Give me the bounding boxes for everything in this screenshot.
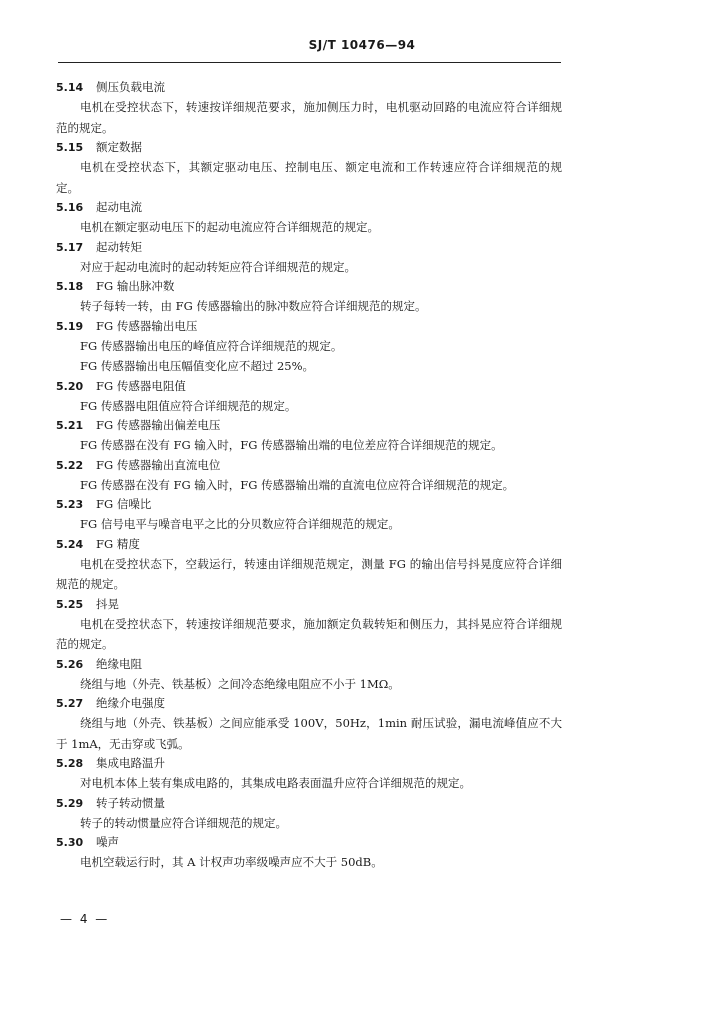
section-paragraph: 对电机本体上装有集成电路的，其集成电路表面温升应符合详细规范的规定。 [80, 776, 471, 790]
section-number: 5.19 [56, 319, 84, 333]
section-title: 绝缘电阻 [96, 656, 142, 671]
section-paragraph: 电机在受控状态下，转速按详细规范要求，施加额定负载转矩和侧压力，其抖晃应符合详细规范的规定。 [56, 616, 562, 651]
section-heading [56, 377, 562, 396]
section-number: 5.24 [56, 537, 84, 551]
section-number: 5.20 [56, 379, 84, 393]
section-heading [56, 535, 562, 554]
section-title: FG 传感器输出电压 [96, 318, 198, 333]
section-5-27 [56, 694, 562, 754]
section-heading [56, 277, 562, 296]
section-title: 抖晃 [96, 596, 119, 611]
section-paragraph: 电机在额定驱动电压下的起动电流应符合详细规范的规定。 [80, 220, 379, 234]
section-title: 集成电路温升 [96, 756, 165, 770]
section-paragraph: FG 传感器电阻值应符合详细规范的规定。 [80, 398, 297, 413]
section-paragraph: 电机在受控状态下，空载运行，转速由详细规范规定，测量 FG 的输出信号抖晃度应符合详细规范的规定。 [56, 556, 562, 591]
section-heading [56, 595, 562, 614]
section-heading [56, 78, 562, 97]
section-number: 5.29 [56, 796, 84, 810]
section-5-16 [56, 198, 562, 238]
section-5-17 [56, 238, 562, 278]
section-heading [56, 238, 562, 257]
section-5-24 [56, 535, 562, 595]
section-heading [56, 456, 562, 475]
standard-code-header: SJ/T 10476—94 [308, 38, 416, 52]
section-title: 噪声 [96, 835, 119, 849]
section-number: 5.15 [56, 141, 84, 154]
section-paragraph: FG 信号电平与噪音电平之比的分贝数应符合详细规范的规定。 [80, 517, 400, 531]
section-heading [56, 833, 562, 852]
section-paragraph: 电机在受控状态下，其额定驱动电压、控制电压、额定电流和工作转速应符合详细规范的规定。 [56, 160, 562, 195]
section-title: 额定数据 [96, 140, 142, 154]
section-5-25 [56, 595, 562, 655]
section-paragraph: 电机在受控状态下，转速按详细规范要求，施加侧压力时，电机驱动回路的电流应符合详细规范的规定。 [56, 100, 562, 135]
section-title: FG 传感器输出直流电位 [96, 457, 221, 472]
section-title: 起动转矩 [96, 239, 142, 254]
section-5-23 [56, 495, 562, 535]
section-title: FG 输出脉冲数 [96, 279, 175, 293]
section-heading [56, 495, 562, 514]
section-paragraph: FG 传感器在没有 FG 输入时，FG 传感器输出端的电位差应符合详细规范的规定。 [80, 438, 503, 452]
section-heading [56, 198, 562, 217]
section-heading [56, 655, 562, 674]
section-title: FG 传感器电阻值 [96, 378, 186, 393]
section-heading [56, 794, 562, 813]
section-5-21 [56, 416, 562, 456]
section-paragraph: 对应于起动电流时的起动转矩应符合详细规范的规定。 [80, 259, 356, 274]
section-5-20 [56, 377, 562, 417]
section-paragraph: FG 传感器在没有 FG 输入时，FG 传感器输出端的直流电位应符合详细规范的规定。 [80, 477, 515, 492]
section-number: 5.27 [56, 697, 84, 710]
section-number: 5.26 [56, 657, 84, 671]
section-paragraph: 转子每转一转，由 FG 传感器输出的脉冲数应符合详细规范的规定。 [80, 299, 427, 313]
section-5-29 [56, 794, 562, 834]
section-5-30 [56, 833, 562, 873]
section-heading [56, 317, 562, 336]
section-number: 5.18 [56, 280, 84, 293]
section-5-26 [56, 655, 562, 695]
section-5-22 [56, 456, 562, 496]
section-title: 起动电流 [96, 200, 142, 214]
header-rule [58, 62, 561, 63]
section-paragraph: 转子的转动惯量应符合详细规范的规定。 [80, 815, 287, 830]
section-heading [56, 138, 562, 157]
page-number: — 4 — [60, 912, 110, 926]
section-heading [56, 694, 562, 713]
section-heading [56, 416, 562, 435]
section-number: 5.28 [56, 757, 84, 770]
section-title: 绝缘介电强度 [96, 696, 165, 710]
section-title: FG 精度 [96, 536, 140, 551]
section-5-28 [56, 754, 562, 794]
section-title: FG 信噪比 [96, 497, 152, 511]
section-title: FG 传感器输出偏差电压 [96, 418, 221, 432]
section-number: 5.14 [56, 81, 84, 94]
section-number: 5.30 [56, 836, 84, 849]
section-5-18 [56, 277, 562, 317]
section-number: 5.25 [56, 597, 84, 611]
section-number: 5.17 [56, 240, 84, 254]
section-paragraph: 绕组与地（外壳、铁基板）之间应能承受 100V，50Hz，1min 耐压试验，漏电流峰值应不大于 1mA，无击穿或飞弧。 [56, 716, 562, 751]
section-5-14 [56, 78, 562, 138]
section-paragraph: 绕组与地（外壳、铁基板）之间冷态绝缘电阻应不小于 1MΩ。 [80, 676, 400, 691]
section-paragraph: 电机空载运行时，其 A 计权声功率级噪声应不大于 50dB。 [80, 855, 383, 869]
section-5-15 [56, 138, 562, 198]
section-number: 5.22 [56, 458, 84, 472]
section-paragraph: FG 传感器输出电压的峰值应符合详细规范的规定。 [80, 338, 343, 353]
section-number: 5.16 [56, 201, 84, 214]
section-title: 转子转动惯量 [96, 795, 165, 810]
document-body [56, 78, 562, 873]
section-heading [56, 754, 562, 773]
section-title: 侧压负载电流 [96, 80, 165, 94]
section-number: 5.23 [56, 498, 84, 511]
section-number: 5.21 [56, 419, 84, 432]
section-paragraph: FG 传感器输出电压幅值变化应不超过 25%。 [80, 359, 315, 373]
section-5-19 [56, 317, 562, 377]
